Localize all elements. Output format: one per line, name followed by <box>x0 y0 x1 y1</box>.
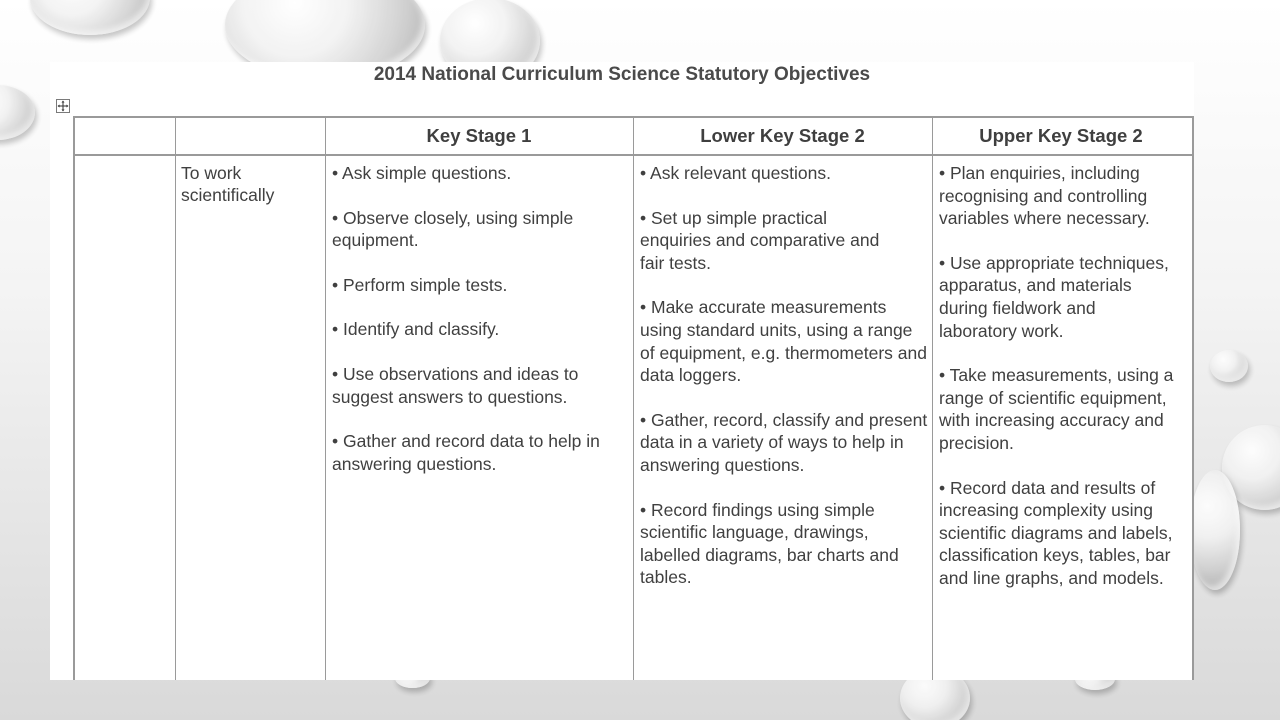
objective-item: • Take measurements, using a range of scientific equipment, with increasing accuracy and precision. <box>939 365 1174 453</box>
water-droplet-decoration <box>30 0 150 35</box>
objective-item: • Plan enquiries, including recognising and controlling variables where necessary. <box>939 163 1150 229</box>
objective-item: • Record data and results of increasing complexity using scientific diagrams and labels, classification keys, tables, bar and line graphs, and models. <box>939 477 1173 588</box>
objective-item: • Gather and record data to help in answering questions. <box>332 431 600 474</box>
objective-item: • Make accurate measurements using standard units, using a range of equipment, e.g. thermometers and data loggers. <box>640 297 927 386</box>
objective-item: • Perform simple tests. <box>332 274 508 295</box>
objective-item: • Use observations and ideas to suggest answers to questions. <box>332 363 579 407</box>
water-droplet-decoration <box>0 85 35 140</box>
row-label-work-scientifically: To work scientifically <box>181 163 275 205</box>
column-divider <box>633 118 634 680</box>
cell-key-stage-1 <box>332 162 632 497</box>
column-divider <box>175 118 176 680</box>
header-lower-key-stage-2: Lower Key Stage 2 <box>700 125 865 146</box>
document-page <box>50 62 1194 680</box>
table-move-handle-icon[interactable] <box>56 99 70 113</box>
objective-item: • Use appropriate techniques, apparatus, and materials during fieldwork and laboratory work. <box>939 252 1169 341</box>
water-droplet-decoration <box>1190 470 1240 590</box>
document-title: 2014 National Curriculum Science Statutory Objectives <box>373 64 871 85</box>
cell-lower-key-stage-2 <box>640 162 930 611</box>
water-droplet-decoration <box>1210 350 1248 382</box>
objective-item: • Observe closely, using simple equipment. <box>332 207 574 251</box>
column-divider <box>932 118 933 680</box>
column-divider <box>325 118 326 680</box>
header-cell-blank-2 <box>175 118 325 154</box>
header-upper-key-stage-2: Upper Key Stage 2 <box>979 125 1143 146</box>
objective-item: • Identify and classify. <box>332 319 500 340</box>
header-cell-blank-1 <box>75 118 175 154</box>
objective-item: • Set up simple practical enquiries and comparative and fair tests. <box>640 207 880 273</box>
cell-upper-key-stage-2 <box>939 162 1189 612</box>
objectives-table <box>73 116 1194 680</box>
header-row-divider <box>75 154 1192 156</box>
objective-item: • Ask simple questions. <box>332 163 512 183</box>
objective-item: • Gather, record, classify and present data in a variety of ways to help in answering questions. <box>640 409 928 475</box>
header-key-stage-1: Key Stage 1 <box>426 125 532 146</box>
objective-item: • Ask relevant questions. <box>640 163 831 183</box>
objective-item: • Record findings using simple scientific language, drawings, labelled diagrams, bar charts and tables. <box>640 499 899 588</box>
